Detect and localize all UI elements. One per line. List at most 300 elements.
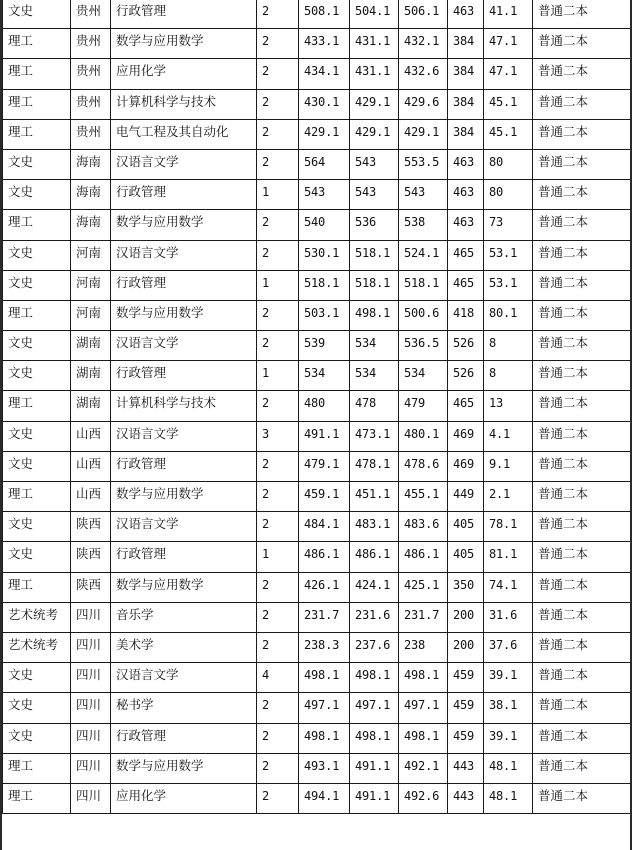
cell-plan-count: 2 — [257, 210, 299, 240]
table-row — [3, 482, 631, 512]
cell-major: 数学与应用数学 — [111, 210, 257, 240]
cell-max-score: 491.1 — [299, 421, 350, 451]
cell-min-score: 534 — [350, 361, 399, 391]
cell-min-score: 429.1 — [350, 89, 399, 119]
cell-avg-score: 429.6 — [399, 89, 448, 119]
table-row — [3, 783, 631, 813]
cell-avg-score: 425.1 — [399, 572, 448, 602]
cell-score-diff: 74.1 — [484, 572, 533, 602]
cell-min-score: 451.1 — [350, 482, 399, 512]
cell-min-score: 429.1 — [350, 119, 399, 149]
table-row — [3, 753, 631, 783]
cell-score-diff: 45.1 — [484, 119, 533, 149]
cell-batch: 普通二本 — [533, 119, 631, 149]
cell-min-score: 424.1 — [350, 572, 399, 602]
cell-major: 行政管理 — [111, 451, 257, 481]
table-body — [3, 0, 631, 814]
cell-control-line: 384 — [448, 89, 484, 119]
cell-min-score: 491.1 — [350, 753, 399, 783]
cell-province: 陕西 — [71, 512, 111, 542]
cell-plan-count: 2 — [257, 59, 299, 89]
cell-batch: 普通二本 — [533, 632, 631, 662]
cell-batch: 普通二本 — [533, 602, 631, 632]
cell-score-diff: 13 — [484, 391, 533, 421]
cell-batch: 普通二本 — [533, 693, 631, 723]
cell-major: 计算机科学与技术 — [111, 391, 257, 421]
table-row — [3, 119, 631, 149]
cell-batch: 普通二本 — [533, 149, 631, 179]
cell-min-score: 498.1 — [350, 663, 399, 693]
cell-category: 理工 — [3, 753, 71, 783]
cell-control-line: 443 — [448, 753, 484, 783]
cell-batch: 普通二本 — [533, 331, 631, 361]
cell-province: 贵州 — [71, 119, 111, 149]
cell-plan-count: 2 — [257, 331, 299, 361]
cell-min-score: 486.1 — [350, 542, 399, 572]
cell-plan-count: 2 — [257, 29, 299, 59]
cell-major: 计算机科学与技术 — [111, 89, 257, 119]
cell-max-score: 498.1 — [299, 663, 350, 693]
cell-batch: 普通二本 — [533, 451, 631, 481]
cell-max-score: 459.1 — [299, 482, 350, 512]
table-row — [3, 572, 631, 602]
cell-score-diff: 4.1 — [484, 421, 533, 451]
cell-province: 四川 — [71, 693, 111, 723]
cell-province: 湖南 — [71, 331, 111, 361]
table-row — [3, 270, 631, 300]
cell-plan-count: 1 — [257, 542, 299, 572]
cell-min-score: 536 — [350, 210, 399, 240]
cell-max-score: 493.1 — [299, 753, 350, 783]
cell-avg-score: 432.6 — [399, 59, 448, 89]
cell-control-line: 418 — [448, 300, 484, 330]
cell-control-line: 384 — [448, 119, 484, 149]
cell-control-line: 459 — [448, 663, 484, 693]
table-row — [3, 210, 631, 240]
cell-plan-count: 2 — [257, 0, 299, 29]
cell-plan-count: 2 — [257, 783, 299, 813]
cell-major: 应用化学 — [111, 59, 257, 89]
cell-avg-score: 524.1 — [399, 240, 448, 270]
cell-score-diff: 37.6 — [484, 632, 533, 662]
cell-min-score: 237.6 — [350, 632, 399, 662]
table-row — [3, 180, 631, 210]
cell-category: 文史 — [3, 421, 71, 451]
cell-avg-score: 231.7 — [399, 602, 448, 632]
cell-avg-score: 429.1 — [399, 119, 448, 149]
cell-score-diff: 8 — [484, 331, 533, 361]
table-row — [3, 512, 631, 542]
cell-batch: 普通二本 — [533, 180, 631, 210]
table-row — [3, 602, 631, 632]
cell-province: 河南 — [71, 300, 111, 330]
cell-min-score: 231.6 — [350, 602, 399, 632]
cell-score-diff: 38.1 — [484, 693, 533, 723]
cell-score-diff: 47.1 — [484, 59, 533, 89]
cell-major: 电气工程及其自动化 — [111, 119, 257, 149]
cell-score-diff: 48.1 — [484, 783, 533, 813]
cell-province: 海南 — [71, 210, 111, 240]
cell-max-score: 543 — [299, 180, 350, 210]
cell-batch: 普通二本 — [533, 89, 631, 119]
cell-major: 数学与应用数学 — [111, 572, 257, 602]
cell-major: 数学与应用数学 — [111, 753, 257, 783]
cell-avg-score: 483.6 — [399, 512, 448, 542]
cell-batch: 普通二本 — [533, 753, 631, 783]
cell-score-diff: 80.1 — [484, 300, 533, 330]
cell-plan-count: 2 — [257, 693, 299, 723]
cell-major: 音乐学 — [111, 602, 257, 632]
admission-score-table — [2, 0, 631, 814]
cell-score-diff: 81.1 — [484, 542, 533, 572]
cell-control-line: 459 — [448, 693, 484, 723]
table-row — [3, 240, 631, 270]
cell-plan-count: 2 — [257, 632, 299, 662]
cell-score-diff: 78.1 — [484, 512, 533, 542]
cell-major: 秘书学 — [111, 693, 257, 723]
cell-min-score: 497.1 — [350, 693, 399, 723]
cell-avg-score: 480.1 — [399, 421, 448, 451]
cell-major: 汉语言文学 — [111, 663, 257, 693]
cell-max-score: 480 — [299, 391, 350, 421]
table-row — [3, 300, 631, 330]
cell-major: 行政管理 — [111, 723, 257, 753]
cell-control-line: 469 — [448, 451, 484, 481]
cell-min-score: 543 — [350, 149, 399, 179]
table-row — [3, 59, 631, 89]
cell-avg-score: 479 — [399, 391, 448, 421]
cell-batch: 普通二本 — [533, 421, 631, 451]
cell-batch: 普通二本 — [533, 482, 631, 512]
cell-control-line: 526 — [448, 331, 484, 361]
cell-max-score: 494.1 — [299, 783, 350, 813]
cell-avg-score: 238 — [399, 632, 448, 662]
cell-province: 湖南 — [71, 361, 111, 391]
cell-max-score: 430.1 — [299, 89, 350, 119]
cell-control-line: 200 — [448, 632, 484, 662]
cell-plan-count: 1 — [257, 361, 299, 391]
cell-category: 文史 — [3, 542, 71, 572]
cell-major: 数学与应用数学 — [111, 29, 257, 59]
cell-category: 理工 — [3, 210, 71, 240]
cell-avg-score: 498.1 — [399, 723, 448, 753]
cell-category: 文史 — [3, 361, 71, 391]
cell-category: 文史 — [3, 331, 71, 361]
cell-batch: 普通二本 — [533, 270, 631, 300]
cell-category: 理工 — [3, 300, 71, 330]
cell-province: 陕西 — [71, 542, 111, 572]
cell-province: 四川 — [71, 632, 111, 662]
cell-major: 汉语言文学 — [111, 512, 257, 542]
cell-batch: 普通二本 — [533, 391, 631, 421]
cell-plan-count: 2 — [257, 119, 299, 149]
cell-min-score: 498.1 — [350, 300, 399, 330]
cell-plan-count: 2 — [257, 512, 299, 542]
cell-major: 汉语言文学 — [111, 240, 257, 270]
cell-score-diff: 2.1 — [484, 482, 533, 512]
cell-score-diff: 47.1 — [484, 29, 533, 59]
cell-score-diff: 41.1 — [484, 0, 533, 29]
cell-score-diff: 53.1 — [484, 240, 533, 270]
cell-batch: 普通二本 — [533, 0, 631, 29]
cell-max-score: 238.3 — [299, 632, 350, 662]
cell-control-line: 443 — [448, 783, 484, 813]
cell-max-score: 540 — [299, 210, 350, 240]
cell-batch: 普通二本 — [533, 512, 631, 542]
cell-avg-score: 497.1 — [399, 693, 448, 723]
cell-avg-score: 478.6 — [399, 451, 448, 481]
cell-category: 文史 — [3, 693, 71, 723]
cell-province: 海南 — [71, 180, 111, 210]
cell-major: 行政管理 — [111, 180, 257, 210]
cell-min-score: 431.1 — [350, 59, 399, 89]
cell-major: 汉语言文学 — [111, 421, 257, 451]
cell-control-line: 463 — [448, 0, 484, 29]
cell-plan-count: 2 — [257, 149, 299, 179]
cell-category: 理工 — [3, 29, 71, 59]
cell-control-line: 200 — [448, 602, 484, 632]
cell-province: 山西 — [71, 421, 111, 451]
cell-control-line: 405 — [448, 512, 484, 542]
cell-min-score: 483.1 — [350, 512, 399, 542]
cell-batch: 普通二本 — [533, 361, 631, 391]
table-row — [3, 331, 631, 361]
cell-min-score: 478.1 — [350, 451, 399, 481]
cell-avg-score: 486.1 — [399, 542, 448, 572]
cell-category: 文史 — [3, 240, 71, 270]
cell-category: 理工 — [3, 119, 71, 149]
cell-score-diff: 73 — [484, 210, 533, 240]
cell-control-line: 384 — [448, 29, 484, 59]
cell-max-score: 539 — [299, 331, 350, 361]
cell-max-score: 429.1 — [299, 119, 350, 149]
cell-category: 文史 — [3, 180, 71, 210]
cell-min-score: 534 — [350, 331, 399, 361]
cell-province: 河南 — [71, 240, 111, 270]
cell-batch: 普通二本 — [533, 783, 631, 813]
cell-control-line: 405 — [448, 542, 484, 572]
table-row — [3, 632, 631, 662]
table-row — [3, 421, 631, 451]
cell-min-score: 518.1 — [350, 270, 399, 300]
cell-province: 四川 — [71, 783, 111, 813]
cell-score-diff: 48.1 — [484, 753, 533, 783]
cell-category: 理工 — [3, 391, 71, 421]
cell-major: 行政管理 — [111, 270, 257, 300]
table-row — [3, 149, 631, 179]
cell-batch: 普通二本 — [533, 240, 631, 270]
cell-province: 贵州 — [71, 89, 111, 119]
cell-min-score: 491.1 — [350, 783, 399, 813]
cell-batch: 普通二本 — [533, 300, 631, 330]
cell-province: 陕西 — [71, 572, 111, 602]
table-row — [3, 391, 631, 421]
cell-category: 文史 — [3, 723, 71, 753]
cell-max-score: 231.7 — [299, 602, 350, 632]
cell-plan-count: 1 — [257, 180, 299, 210]
cell-score-diff: 8 — [484, 361, 533, 391]
cell-max-score: 434.1 — [299, 59, 350, 89]
cell-avg-score: 492.1 — [399, 753, 448, 783]
table-row — [3, 89, 631, 119]
cell-avg-score: 518.1 — [399, 270, 448, 300]
cell-plan-count: 2 — [257, 572, 299, 602]
cell-category: 艺术统考 — [3, 632, 71, 662]
cell-province: 贵州 — [71, 59, 111, 89]
cell-category: 理工 — [3, 482, 71, 512]
cell-control-line: 465 — [448, 270, 484, 300]
cell-control-line: 449 — [448, 482, 484, 512]
cell-major: 汉语言文学 — [111, 149, 257, 179]
cell-min-score: 431.1 — [350, 29, 399, 59]
cell-min-score: 543 — [350, 180, 399, 210]
cell-province: 贵州 — [71, 0, 111, 29]
cell-avg-score: 534 — [399, 361, 448, 391]
cell-plan-count: 2 — [257, 482, 299, 512]
cell-category: 理工 — [3, 59, 71, 89]
cell-plan-count: 1 — [257, 270, 299, 300]
cell-min-score: 504.1 — [350, 0, 399, 29]
cell-avg-score: 455.1 — [399, 482, 448, 512]
cell-min-score: 473.1 — [350, 421, 399, 451]
cell-province: 四川 — [71, 663, 111, 693]
cell-major: 美术学 — [111, 632, 257, 662]
cell-plan-count: 2 — [257, 602, 299, 632]
cell-score-diff: 9.1 — [484, 451, 533, 481]
cell-max-score: 518.1 — [299, 270, 350, 300]
cell-plan-count: 2 — [257, 300, 299, 330]
cell-category: 文史 — [3, 663, 71, 693]
cell-control-line: 526 — [448, 361, 484, 391]
cell-category: 文史 — [3, 451, 71, 481]
cell-plan-count: 2 — [257, 753, 299, 783]
cell-category: 文史 — [3, 149, 71, 179]
cell-category: 理工 — [3, 783, 71, 813]
cell-control-line: 463 — [448, 180, 484, 210]
cell-score-diff: 80 — [484, 180, 533, 210]
cell-control-line: 459 — [448, 723, 484, 753]
table-row — [3, 361, 631, 391]
cell-category: 文史 — [3, 0, 71, 29]
cell-max-score: 484.1 — [299, 512, 350, 542]
cell-category: 文史 — [3, 512, 71, 542]
cell-batch: 普通二本 — [533, 572, 631, 602]
cell-plan-count: 4 — [257, 663, 299, 693]
cell-major: 汉语言文学 — [111, 331, 257, 361]
cell-control-line: 463 — [448, 149, 484, 179]
cell-avg-score: 498.1 — [399, 663, 448, 693]
cell-province: 贵州 — [71, 29, 111, 59]
table-row — [3, 29, 631, 59]
cell-score-diff: 45.1 — [484, 89, 533, 119]
left-border — [0, 0, 2, 850]
cell-category: 理工 — [3, 89, 71, 119]
cell-province: 四川 — [71, 602, 111, 632]
cell-province: 山西 — [71, 451, 111, 481]
cell-avg-score: 543 — [399, 180, 448, 210]
cell-avg-score: 492.6 — [399, 783, 448, 813]
cell-control-line: 469 — [448, 421, 484, 451]
cell-category: 文史 — [3, 270, 71, 300]
cell-category: 艺术统考 — [3, 602, 71, 632]
cell-plan-count: 2 — [257, 240, 299, 270]
cell-max-score: 433.1 — [299, 29, 350, 59]
cell-major: 数学与应用数学 — [111, 482, 257, 512]
cell-batch: 普通二本 — [533, 29, 631, 59]
cell-max-score: 503.1 — [299, 300, 350, 330]
cell-score-diff: 31.6 — [484, 602, 533, 632]
cell-category: 理工 — [3, 572, 71, 602]
cell-avg-score: 553.5 — [399, 149, 448, 179]
table-row — [3, 663, 631, 693]
cell-max-score: 508.1 — [299, 0, 350, 29]
cell-batch: 普通二本 — [533, 663, 631, 693]
table-row — [3, 693, 631, 723]
cell-plan-count: 2 — [257, 723, 299, 753]
table-row — [3, 451, 631, 481]
cell-max-score: 486.1 — [299, 542, 350, 572]
cell-batch: 普通二本 — [533, 59, 631, 89]
cell-avg-score: 538 — [399, 210, 448, 240]
cell-control-line: 463 — [448, 210, 484, 240]
cell-avg-score: 536.5 — [399, 331, 448, 361]
cell-plan-count: 2 — [257, 89, 299, 119]
cell-max-score: 426.1 — [299, 572, 350, 602]
cell-max-score: 530.1 — [299, 240, 350, 270]
cell-score-diff: 53.1 — [484, 270, 533, 300]
cell-avg-score: 506.1 — [399, 0, 448, 29]
cell-province: 海南 — [71, 149, 111, 179]
cell-province: 四川 — [71, 723, 111, 753]
cell-major: 数学与应用数学 — [111, 300, 257, 330]
cell-control-line: 465 — [448, 391, 484, 421]
cell-province: 河南 — [71, 270, 111, 300]
cell-batch: 普通二本 — [533, 723, 631, 753]
table-row — [3, 542, 631, 572]
cell-avg-score: 500.6 — [399, 300, 448, 330]
cell-province: 湖南 — [71, 391, 111, 421]
cell-min-score: 478 — [350, 391, 399, 421]
cell-plan-count: 2 — [257, 451, 299, 481]
cell-max-score: 534 — [299, 361, 350, 391]
cell-province: 山西 — [71, 482, 111, 512]
cell-major: 应用化学 — [111, 783, 257, 813]
cell-major: 行政管理 — [111, 361, 257, 391]
cell-batch: 普通二本 — [533, 542, 631, 572]
cell-control-line: 350 — [448, 572, 484, 602]
cell-min-score: 498.1 — [350, 723, 399, 753]
cell-province: 四川 — [71, 753, 111, 783]
cell-avg-score: 432.1 — [399, 29, 448, 59]
cell-major: 行政管理 — [111, 0, 257, 29]
cell-max-score: 564 — [299, 149, 350, 179]
cell-max-score: 479.1 — [299, 451, 350, 481]
cell-plan-count: 2 — [257, 391, 299, 421]
cell-max-score: 497.1 — [299, 693, 350, 723]
cell-batch: 普通二本 — [533, 210, 631, 240]
cell-plan-count: 3 — [257, 421, 299, 451]
table-row — [3, 723, 631, 753]
cell-control-line: 384 — [448, 59, 484, 89]
cell-score-diff: 39.1 — [484, 663, 533, 693]
cell-major: 行政管理 — [111, 542, 257, 572]
cell-max-score: 498.1 — [299, 723, 350, 753]
table-row — [3, 0, 631, 29]
cell-control-line: 465 — [448, 240, 484, 270]
cell-min-score: 518.1 — [350, 240, 399, 270]
cell-score-diff: 39.1 — [484, 723, 533, 753]
cell-score-diff: 80 — [484, 149, 533, 179]
